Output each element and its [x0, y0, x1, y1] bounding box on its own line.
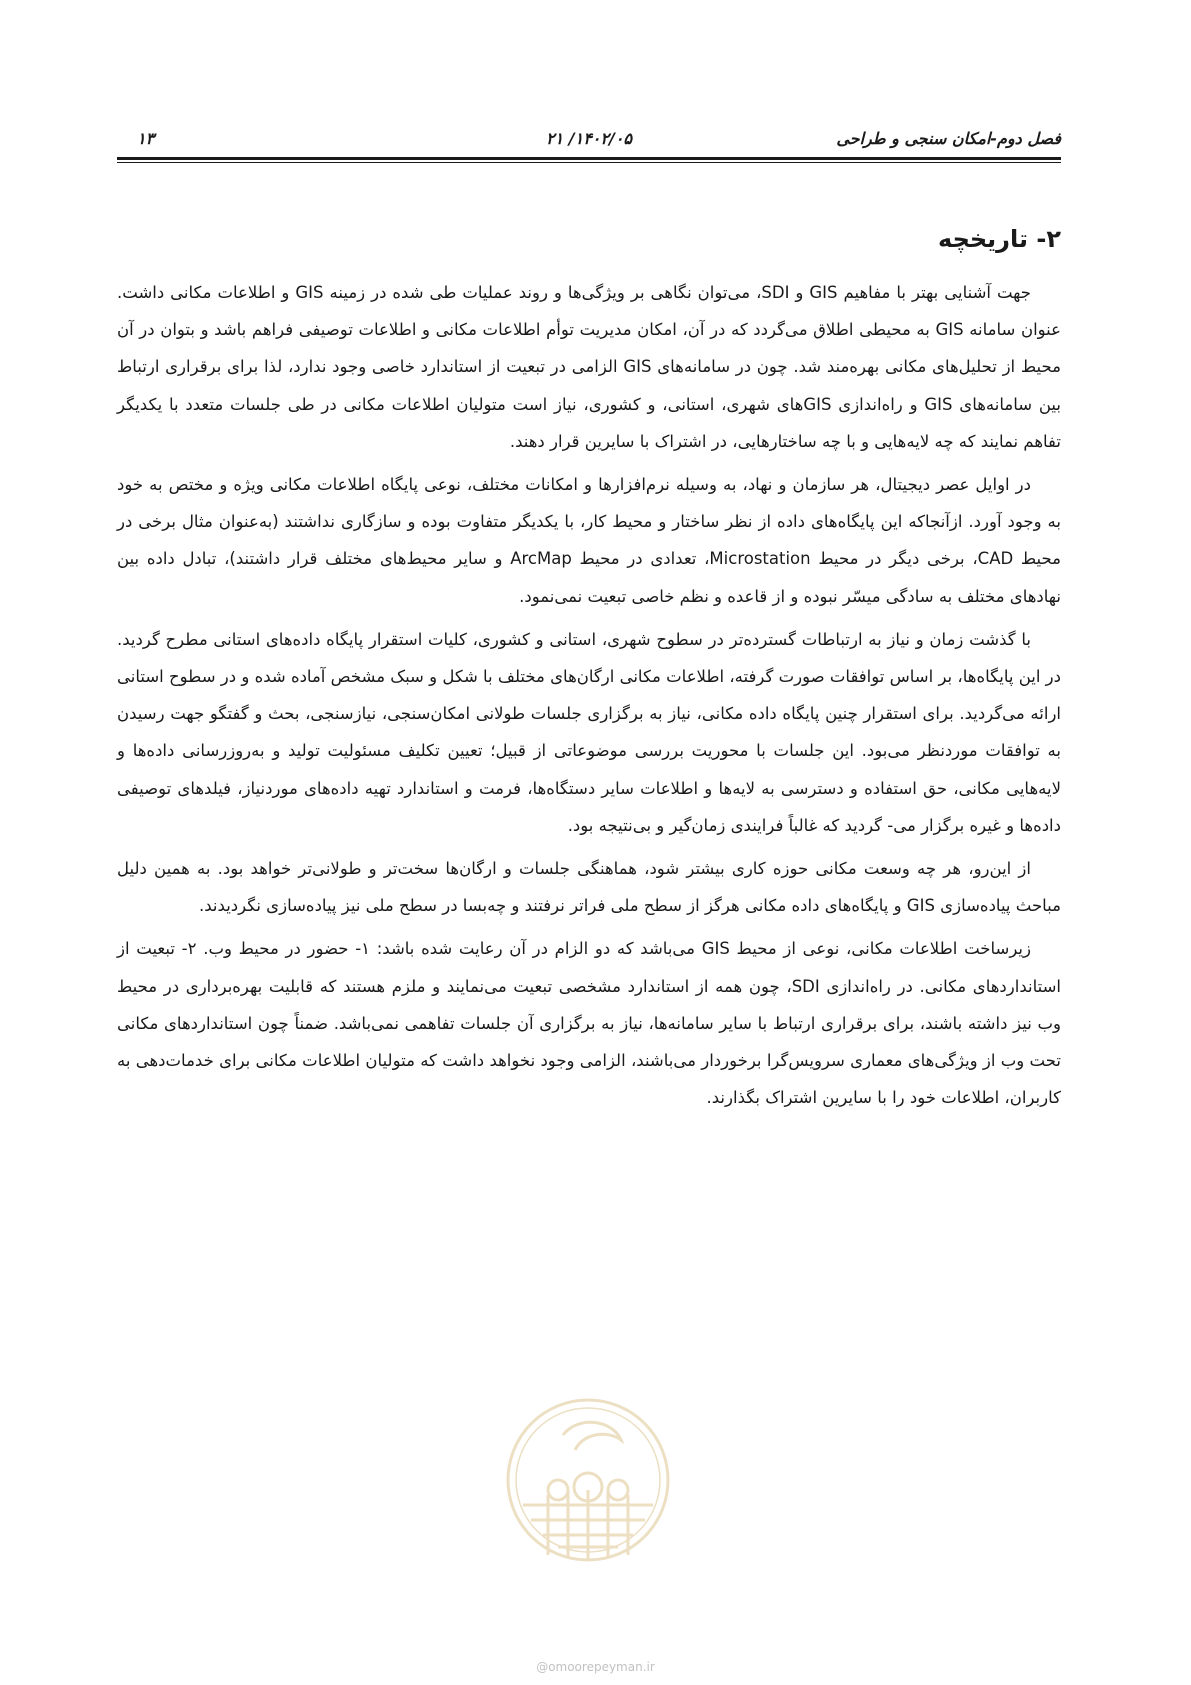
- page-header: [117, 128, 1061, 164]
- body-text: [117, 274, 1061, 1122]
- paragraph-3: با گذشت زمان و نیاز به ارتباطات گسترده‌تر در سطوح شهری، استانی و کشوری، کلیات استقرار پایگاه داده‌های استانی مطرح گردید. در این پایگاه‌ها، بر اساس توافقات صورت گرفته، اطلاعات مکانی ارگان‌های مختلف با شکل و سبک مشخص آماده شده و در سطوح استانی ارائه می‌گردید. برای استقرار چنین پایگاه داده مکانی، نیاز به برگزاری جلسات طولانی امکان‌سنجی، نیازسنجی، بحث و گفتگو جهت رسیدن به توافقات موردنظر می‌بود. این جلسات با محوریت بررسی موضوعاتی از قبیل؛ تعیین تکلیف مسئولیت تولید و به‌روزرسانی داده‌ها و لایه‌هایی مکانی، حق استفاده و دسترسی به لایه‌ها و اطلاعات سایر دستگاه‌ها، فرمت و استاندارد تهیه داده‌های موردنیاز، فیلدهای توصیفی داده‌ها و غیره برگزار می- گردید که غالباً فرایندی زمان‌گیر و بی‌نتیجه بود.: [117, 629, 1061, 835]
- chapter-title: فصل دوم-امکان سنجی و طراحی: [836, 129, 1061, 148]
- section-title: ۲- تاریخچه: [938, 225, 1061, 253]
- header-rule-thick: [117, 157, 1061, 160]
- header-rule-thin: [117, 162, 1061, 163]
- paragraph-4: از این‌رو، هر چه وسعت مکانی حوزه کاری بیشتر شود، هماهنگی جلسات و ارگان‌ها سخت‌تر و طولانی‌تر خواهد بود. به همین دلیل مباحث پیاده‌سازی GIS و پایگاه‌های داده مکانی هرگز از سطح ملی فراتر نرفتند و چه‌بسا در سطح ملی نیز پیاده‌سازی نگردیدند.: [117, 859, 1061, 916]
- paragraph-5: زیرساخت اطلاعات مکانی، نوعی از محیط GIS می‌باشد که دو الزام در آن رعایت شده باشد: ۱- حضور در محیط وب. ۲- تبعیت از استانداردهای مکانی. در راه‌اندازی SDI، چون همه از استاندارد مشخصی تبعیت می‌نمایند و ملزم هستند که قابلیت بهره‌برداری در محیط وب نیز داشته باشند، برای برقراری ارتباط با سایر سامانه‌ها، نیاز به برگزاری آن جلسات تفاهمی نمی‌باشد. ضمناً چون استانداردهای مکانی تحت وب از ویژگی‌های معماری سرویس‌گرا برخوردار می‌باشند، الزامی وجود نخواهد داشت که متولیان اطلاعات مکانی برای خدمات‌دهی به کاربران، اطلاعات خود را با سایرین اشتراک بگذارند.: [117, 939, 1061, 1108]
- watermark-handle: @omoorepeyman.ir: [536, 1660, 655, 1674]
- page-number: ۱۳: [137, 129, 155, 148]
- paragraph-1: جهت آشنایی بهتر با مفاهیم GIS و SDI، می‌توان نگاهی بر ویژگی‌ها و روند عملیات طی شده در زمینه GIS و اطلاعات مکانی داشت. عنوان سامانه GIS به محیطی اطلاق می‌گردد که در آن، امکان مدیریت توأم اطلاعات مکانی و اطلاعات توصیفی فراهم باشد و بتوان در آن محیط از تحلیل‌های مکانی بهره‌مند شد. چون در سامانه‌های GIS الزامی در تبعیت از استاندارد خاصی وجود ندارد، لذا برای برقراری ارتباط بین سامانه‌های GIS و راه‌اندازی GISهای شهری، استانی، و کشوری، نیاز است متولیان اطلاعات مکانی در طی جلسات متعدد با یکدیگر تفاهم نمایند که چه لایه‌هایی و با چه ساختارهایی، در اشتراک با سایرین قرار دهند.: [117, 283, 1062, 451]
- watermark-logo: [503, 1395, 673, 1565]
- header-date: ۱۴۰۲/۰۵/ ۲۱: [545, 129, 633, 148]
- paragraph-2: در اوایل عصر دیجیتال، هر سازمان و نهاد، به وسیله نرم‌افزارها و امکانات مختلف، نوعی پایگاه اطلاعات مکانی ویژه و مختص به خود به وجود آورد. ازآنجاکه این پایگاه‌های داده از نظر ساختار و محیط کار، با یکدیگر متفاوت بوده و سازگاری نداشتند (به‌عنوان مثال برخی در محیط CAD، برخی دیگر در محیط Microstation، تعدادی در محیط ArcMap و سایر محیط‌های مختلف قرار داشتند)، تبادل داده بین نهادهای مختلف به سادگی میسّر نبوده و از قاعده و نظم خاصی تبعیت نمی‌نمود.: [117, 475, 1062, 606]
